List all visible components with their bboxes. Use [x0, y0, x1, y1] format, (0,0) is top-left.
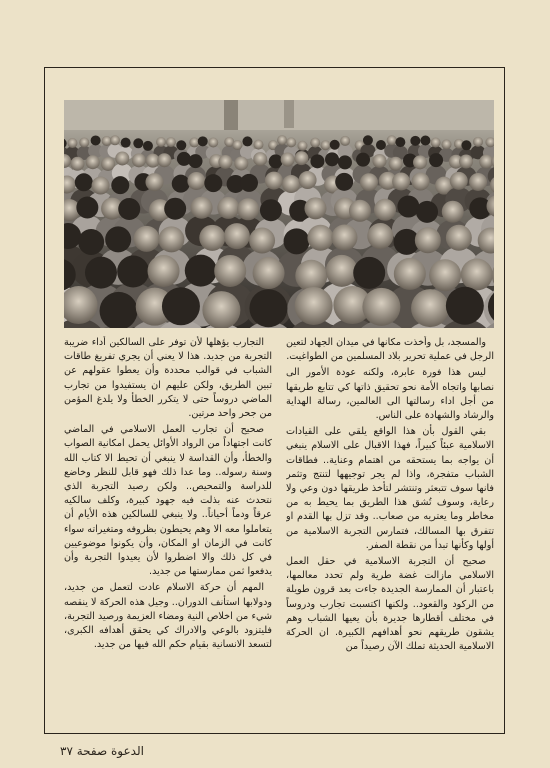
- crowd-person-head: [335, 173, 353, 191]
- crowd-person-head: [115, 151, 129, 165]
- crowd-person-head: [185, 255, 217, 287]
- crowd-person-head: [148, 255, 180, 287]
- crowd-person-head: [249, 289, 287, 327]
- crowd-person-head: [265, 172, 283, 190]
- crowd-person-head: [473, 137, 483, 147]
- crowd-person-head: [294, 151, 308, 165]
- crowd-person-head: [469, 173, 487, 191]
- crowd-person-head: [217, 197, 239, 219]
- crowd-person-head: [85, 257, 117, 289]
- page-number: ٣٧: [60, 744, 73, 758]
- crowd-person-head: [156, 137, 166, 147]
- crowd-person-head: [134, 226, 160, 252]
- crowd-person-head: [224, 223, 250, 249]
- crowd-person-head: [164, 198, 186, 220]
- crowd-person-head: [78, 229, 104, 255]
- crowd-person-head: [189, 137, 199, 147]
- page-footer: [60, 744, 144, 758]
- page-label: صفحة: [76, 744, 108, 758]
- crowd-person-head: [253, 152, 267, 166]
- crowd-person-head: [410, 136, 420, 146]
- crowd-person-head: [297, 141, 307, 151]
- crowd-photo-illustration: [64, 100, 494, 328]
- crowd-person-head: [389, 157, 403, 171]
- crowd-person-head: [253, 257, 285, 289]
- crowd-person-head: [376, 140, 386, 150]
- crowd-person-head: [117, 256, 149, 288]
- paragraph: صحيح أن تجارب العمل الاسلامي في الماضي كانت اجتهاداً من الرواد الأوائل يحمل امكانية الصواب والخطأ، وأن القداسة لا ينبغي أن تحيط الا كتاب الله وسنة رسوله.. وما عدا ذلك فهو قابل للنظر وخاضع للدراسة والتمحيص.. ولكن رصيد التجربة الذي نتحدث عنه بذلت فيه جهود كبيرة، وكلف سالكيه عرقاً ودماً أحياناً.. ولا ينبغي للسالكين هذه الأيام أن يتعاملوا معه الا وهم يحيطون بظروفه ومتغيراته سواء كانت في الزمان او المكان، وأن يكونوا موضوعيين في كل ذلك والا اضطروا لأن يعيدوا التجربة وأن يدفعوا ثمن ممارستها من جديد.: [64, 424, 272, 578]
- crowd-person-head: [307, 225, 333, 251]
- crowd-person-head: [310, 154, 324, 168]
- crowd-person-head: [367, 223, 393, 249]
- crowd-person-head: [362, 288, 400, 326]
- crowd-person-head: [340, 136, 350, 146]
- magazine-name: الدعوة: [111, 744, 144, 758]
- crowd-person-head: [269, 154, 283, 168]
- crowd-person-head: [356, 153, 370, 167]
- crowd-person-head: [325, 152, 339, 166]
- article-column-right: [286, 336, 494, 728]
- crowd-person-head: [198, 136, 208, 146]
- crowd-person-head: [295, 287, 333, 325]
- crowd-person-head: [111, 176, 129, 194]
- crowd-person-head: [118, 198, 140, 220]
- crowd-person-head: [162, 287, 200, 325]
- crowd-person-head: [132, 153, 146, 167]
- crowd-person-head: [249, 228, 275, 254]
- crowd-person-head: [189, 154, 203, 168]
- crowd-person-head: [360, 173, 378, 191]
- crowd-person-head: [204, 174, 222, 192]
- crowd-person-head: [387, 135, 397, 145]
- crowd-person-head: [70, 157, 84, 171]
- crowd-person-head: [145, 173, 163, 191]
- crowd-person-head: [415, 227, 441, 253]
- crowd-person-head: [158, 226, 184, 252]
- crowd-person-head: [202, 291, 240, 328]
- crowd-person-head: [121, 138, 131, 148]
- crowd-person-head: [374, 199, 396, 221]
- crowd-person-head: [199, 225, 225, 251]
- crowd-person-head: [479, 155, 493, 169]
- crowd-person-head: [79, 137, 89, 147]
- crowd-person-head: [110, 135, 120, 145]
- crowd-person-head: [331, 224, 357, 250]
- crowd-person-head: [413, 155, 427, 169]
- crowd-person-head: [177, 152, 191, 166]
- crowd-person-head: [353, 257, 385, 289]
- crowd-person-head: [411, 289, 449, 327]
- crowd-person-head: [218, 155, 232, 169]
- crowd-person-head: [304, 197, 326, 219]
- crowd-person-head: [431, 137, 441, 147]
- crowd-person-head: [191, 197, 213, 219]
- crowd-person-head: [214, 255, 246, 287]
- crowd-person-head: [450, 172, 468, 190]
- crowd-person-head: [338, 155, 352, 169]
- crowd-person-head: [459, 155, 473, 169]
- crowd-person-head: [461, 259, 493, 291]
- crowd-person-head: [237, 198, 259, 220]
- paragraph: التجارب يؤهلها لأن توفر على السالكين أداء ضريبة التجربة من جديد. هذا لا يعني أن يجري تفريغ طاقات الشباب في قوالب محددة وأن يعطوا عقولهم عن تبين الطريق، ولكن عليهم ان يستفيدوا من تجارب الماضي دروساً حتى لا يتكرر الخطأ ولا يلدغ المؤمن من جحر واحد مرتين.: [64, 337, 272, 420]
- crowd-person-head: [372, 154, 386, 168]
- crowd-person-head: [172, 175, 190, 193]
- crowd-person-head: [326, 255, 358, 287]
- crowd-person-head: [446, 225, 472, 251]
- crowd-person-head: [105, 226, 131, 252]
- crowd-person-head: [234, 156, 248, 170]
- crowd-person-head: [208, 137, 218, 147]
- crowd-person-head: [67, 138, 77, 148]
- crowd-person-head: [310, 138, 320, 148]
- crowd-person-head: [394, 258, 426, 290]
- crowd-person-head: [349, 200, 371, 222]
- crowd-person-head: [187, 172, 205, 190]
- paragraph: صحيح أن التجربة الاسلامية في حقل العمل الاسلامي مازالت غضة طرية ولم تحدد معالمها، باعتبار أن الممارسة الجديدة جاءت بعد قرون طويلة من الركود والقعود.. ولكنها اكتسبت تجارب ودروساً في مختلف أقطارها جديرة بأن يعيها الشباب وهم يشقون طريقهم نحو أهدافهم الكبيرة. ان الحركة الاسلامية الحديثة تملك الآن رصيداً من: [286, 556, 494, 653]
- crowd-person-head: [392, 172, 410, 190]
- crowd-person-head: [281, 153, 295, 167]
- crowd-person-head: [242, 136, 252, 146]
- crowd-person-head: [91, 135, 101, 145]
- crowd-person-head: [282, 175, 300, 193]
- crowd-person-head: [157, 153, 171, 167]
- crowd-person-head: [429, 259, 461, 291]
- crowd-person-head: [295, 260, 327, 292]
- crowd-person-head: [395, 137, 405, 147]
- crowd-person-head: [446, 287, 484, 325]
- crowd-person-head: [133, 138, 143, 148]
- crowd-person-head: [299, 171, 317, 189]
- crowd-person-head: [277, 135, 287, 145]
- crowd-person-head: [284, 228, 310, 254]
- crowd-person-head: [143, 141, 153, 151]
- paragraph: بقي القول بأن هذا الواقع يلقي على القيادات الاسلامية عبئاً كبيراً، فهذا الاقبال على الاسلام ينبغي أن يواجه بما يستحقه من اهتمام وعناية.. فطاقات الشباب متفجرة، واذا لم يجر توجيهها لتنتج وتثمر فانها سوف تتبعثر وتنتشر لتأخذ طريقها دون وعي ولا رعاية، وسوف تُشق هذا الطريق بما يحيط به من مخاطر وما يعتريه من صعاب.. وقد تزل بها القدم او تتفرق بها المسالك، فتمارس التجربة الاسلامية من أولها وكأنها تبدأ من نقطة الصفر.: [286, 426, 494, 551]
- crowd-person-head: [321, 140, 331, 150]
- crowd-person-head: [429, 153, 443, 167]
- crowd-person-head: [420, 136, 430, 146]
- article-column-left: [64, 336, 272, 728]
- crowd-person-head: [412, 173, 430, 191]
- article-body: [64, 336, 494, 728]
- crowd-person-head: [442, 201, 464, 223]
- crowd-person-head: [441, 139, 451, 149]
- crowd-person-head: [397, 196, 419, 218]
- crowd-person-head: [330, 140, 340, 150]
- crowd-person-head: [240, 174, 258, 192]
- paragraph: ليس هذا فورة عابرة، ولكنه عودة الأمور الى نصابها واتجاه الأمة نحو تحقيق ذاتها كي تتابع طريقها من أجل اداء رسالتها الى العالمين، رسالة الهداية والرشاد والشهادة على الناس.: [286, 367, 494, 422]
- crowd-person-head: [363, 135, 373, 145]
- crowd-person-head: [75, 173, 93, 191]
- crowd-person-head: [86, 155, 100, 169]
- crowd-person-head: [176, 140, 186, 150]
- crowd-person-head: [92, 177, 110, 195]
- paragraph: والمسجد، بل وأخذت مكانها في ميدان الجهاد لتعين الرجل في عملية تحرير بلاد المسلمين من الطواغيت.: [286, 337, 494, 363]
- crowd-photo: [64, 100, 494, 328]
- crowd-person-head: [416, 201, 438, 223]
- paragraph: المهم أن حركة الاسلام عادت لتعمل من جديد، ودولابها استأنف الدوران.. وجيل هذه الحركة لا ينقصه شيء من اخلاص النية ومضاء العزيمة ورصيد التجربة، فليتزود بالوعي والادراك كي يحقق أهدافه الكبرى، لتسعد الانسانية بقيام حكم الله فيها من جديد.: [64, 582, 272, 651]
- crowd-person-head: [260, 199, 282, 221]
- crowd-person-head: [253, 140, 263, 150]
- crowd-person-head: [76, 197, 98, 219]
- crowd-person-head: [461, 140, 471, 150]
- crowd-person-head: [166, 137, 176, 147]
- crowd-person-head: [286, 137, 296, 147]
